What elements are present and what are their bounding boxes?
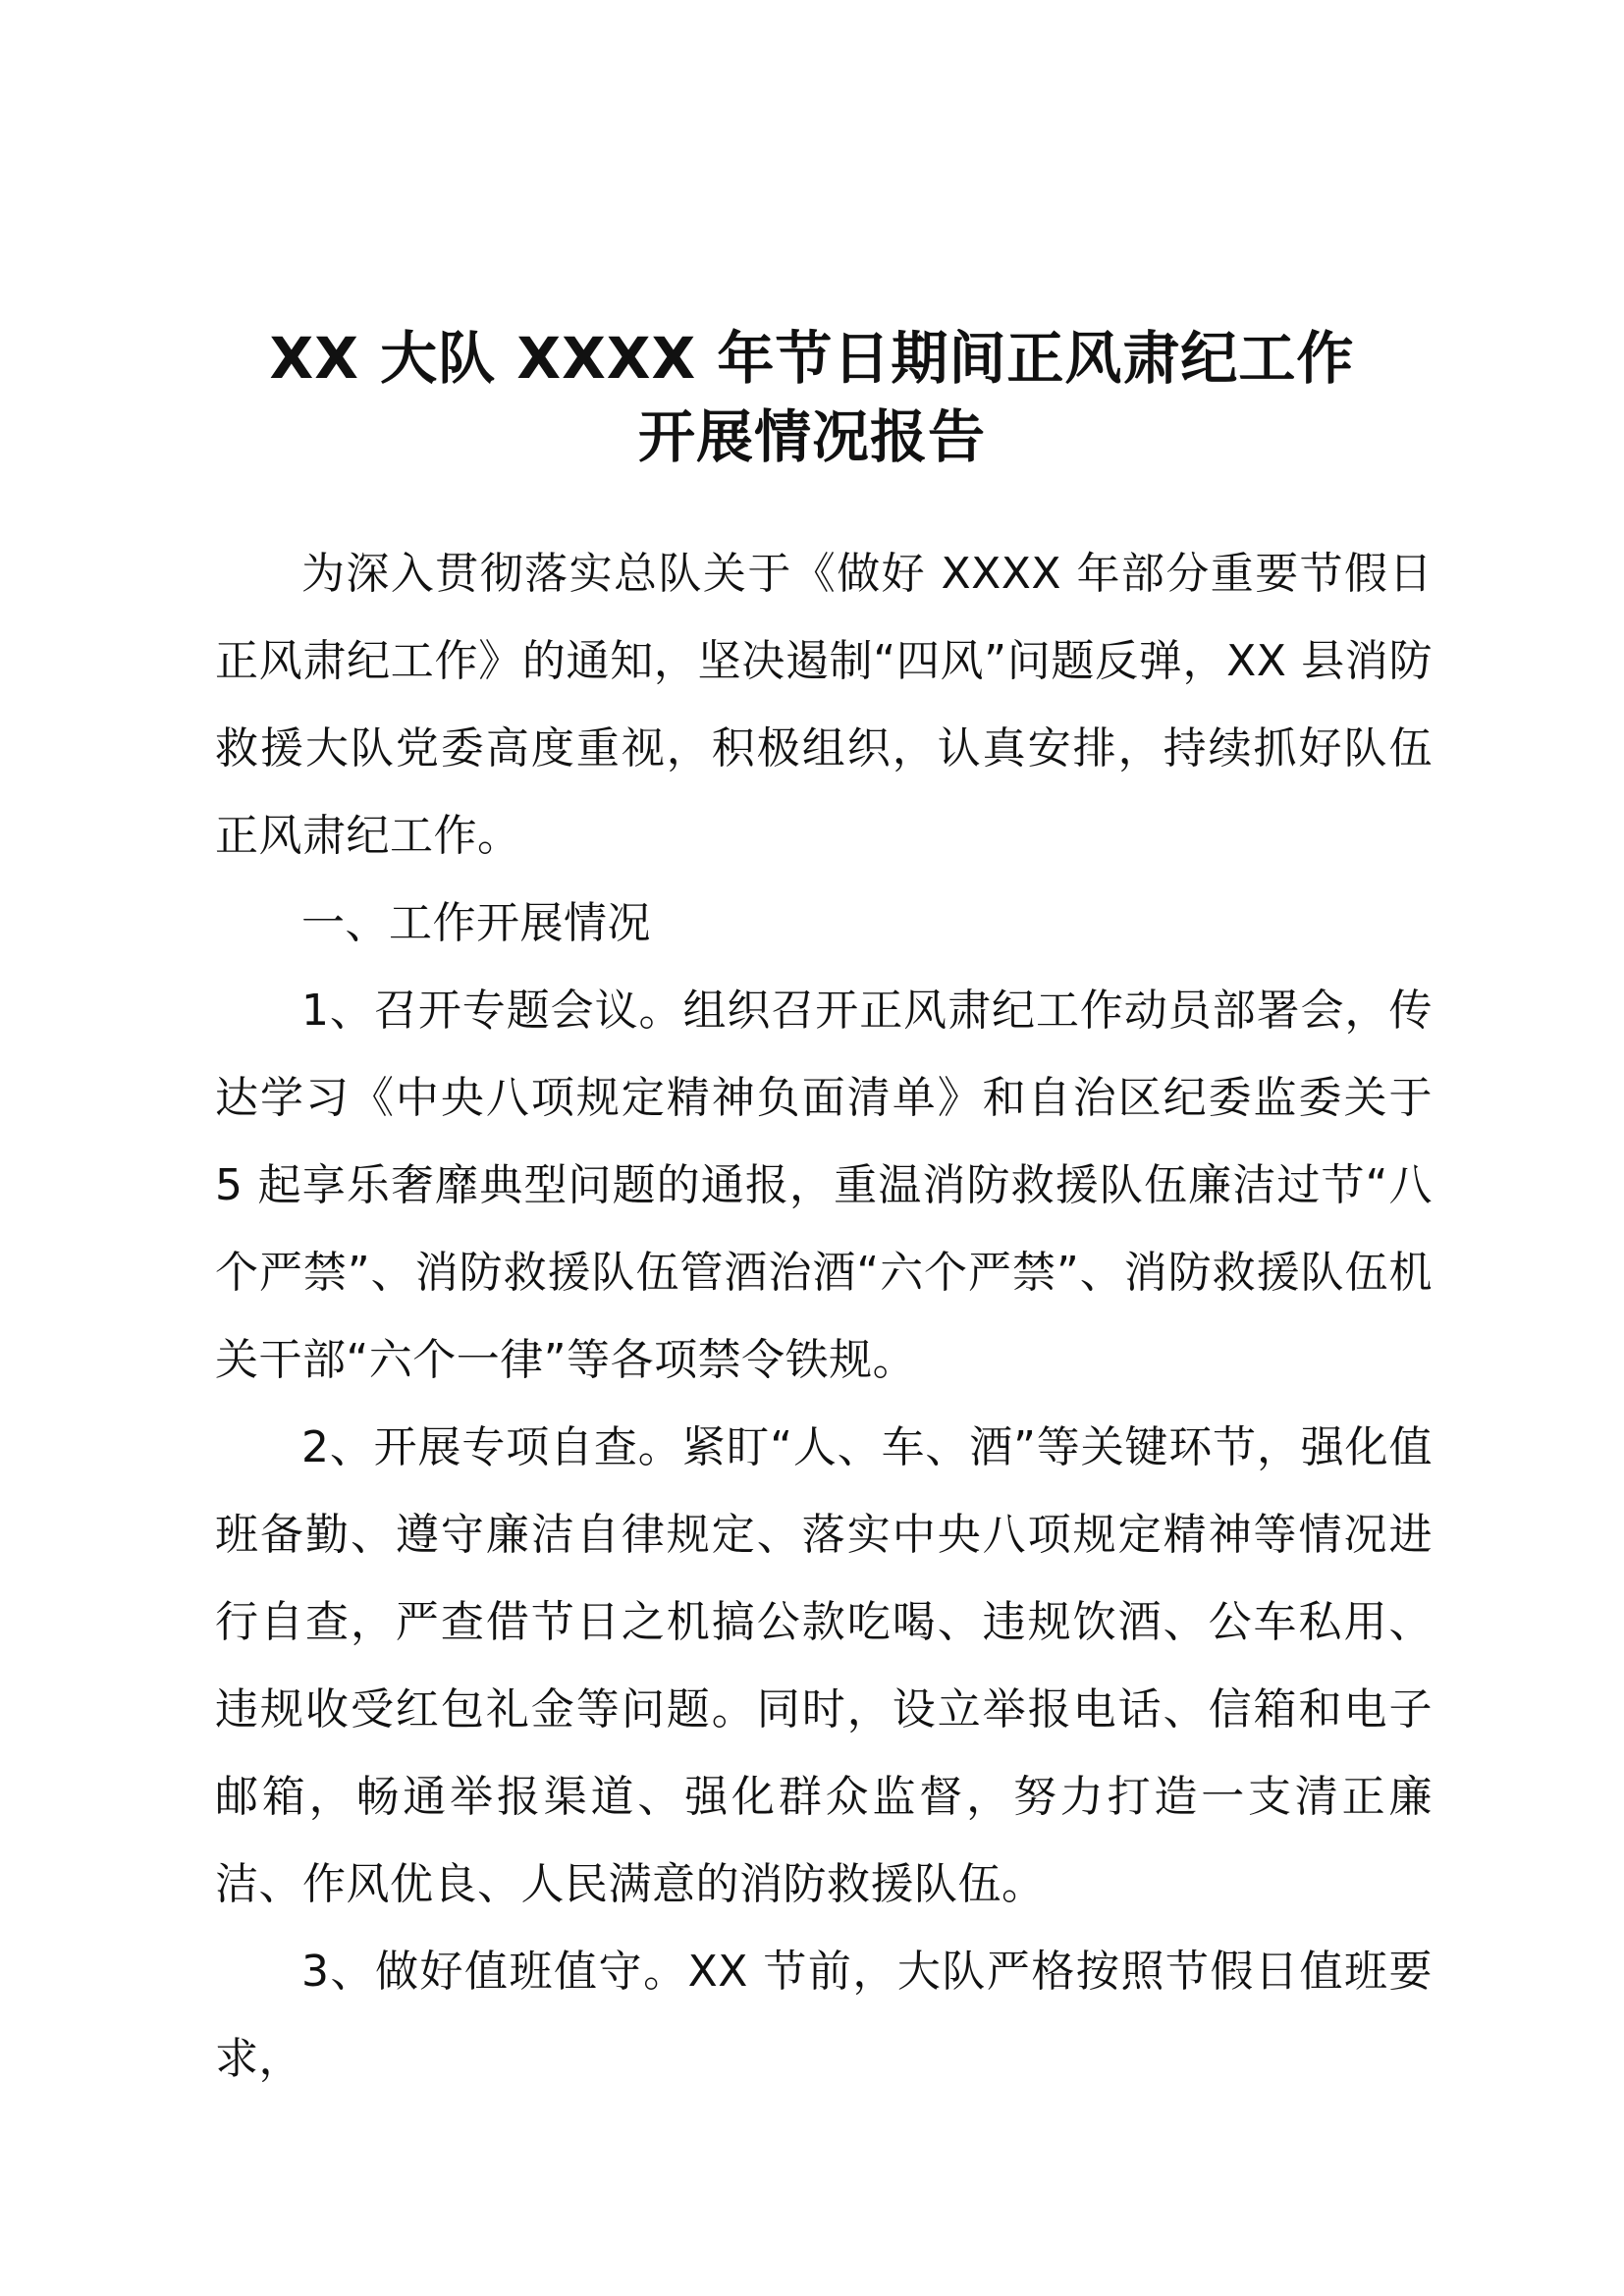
document-body	[215, 530, 1433, 2103]
title-line-2: 开展情况报告	[637, 403, 986, 470]
document-title	[196, 319, 1428, 476]
section-heading-1: 一、工作开展情况	[301, 898, 651, 948]
item-paragraph-3: 3、做好值班值守。XX 节前，大队严格按照节假日值班要求，	[215, 1947, 1433, 2084]
title-line-1: XX 大队 XXXX 年节日期间正风肃纪工作	[269, 325, 1355, 392]
item-paragraph-1: 1、召开专题会议。组织召开正风肃纪工作动员部署会，传达学习《中央八项规定精神负面清单》和自治区纪委监委关于 5 起享乐奢靡典型问题的通报，重温消防救援队伍廉洁过节“八个严禁”、消防救援队伍管酒治酒“六个严禁”、消防救援队伍机关干部“六个一律”等各项禁令铁规。	[215, 986, 1433, 1385]
item-paragraph-2: 2、开展专项自查。紧盯“人、车、酒”等关键环节，强化值班备勤、遵守廉洁自律规定、落实中央八项规定精神等情况进行自查，严查借节日之机搞公款吃喝、违规饮酒、公车私用、违规收受红包礼金等问题。同时，设立举报电话、信箱和电子邮箱，畅通举报渠道、强化群众监督，努力打造一支清正廉洁、作风优良、人民满意的消防救援队伍。	[215, 1422, 1433, 1909]
intro-paragraph: 为深入贯彻落实总队关于《做好 XXXX 年部分重要节假日正风肃纪工作》的通知，坚决遏制“四风”问题反弹，XX 县消防救援大队党委高度重视，积极组织，认真安排，持续抓好队伍正风肃纪工作。	[215, 549, 1433, 861]
